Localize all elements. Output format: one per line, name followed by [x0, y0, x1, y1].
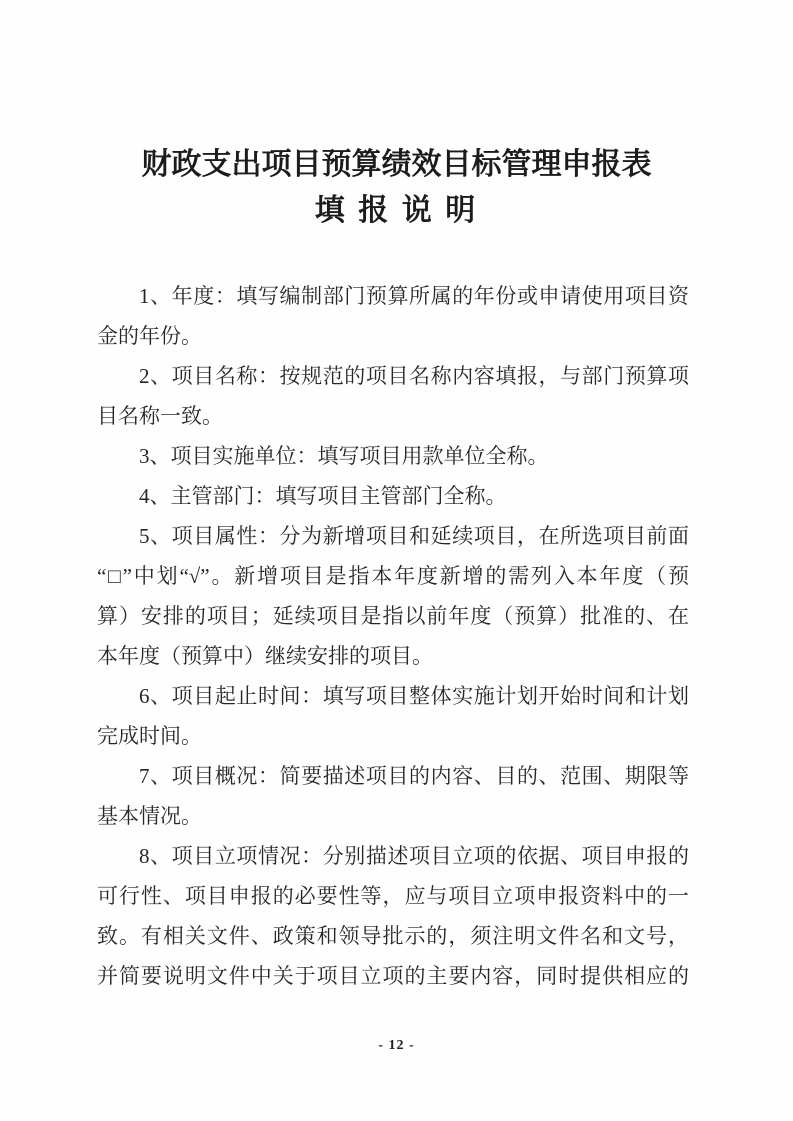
text-line: 本年度（预算中）继续安排的项目。	[97, 644, 433, 668]
text-line: 金的年份。	[97, 324, 202, 348]
paragraph	[97, 676, 689, 756]
paragraph	[97, 836, 689, 996]
paragraph	[97, 356, 689, 436]
paragraph	[97, 476, 689, 516]
paragraph	[97, 276, 689, 356]
text-line: 2、项目名称：按规范的项目名称内容填报，与部门预算项	[139, 364, 689, 388]
text-line: 7、项目概况：简要描述项目的内容、目的、范围、期限等	[139, 764, 689, 788]
text-line: 1、年度：填写编制部门预算所属的年份或申请使用项目资	[139, 284, 689, 308]
text-line: 目名称一致。	[97, 404, 223, 428]
text-line: 致。有相关文件、政策和领导批示的，须注明文件名和文号，	[97, 924, 689, 948]
text-line: 5、项目属性：分为新增项目和延续项目，在所选项目前面	[139, 524, 689, 548]
text-line: 基本情况。	[97, 804, 202, 828]
text-line: 完成时间。	[97, 724, 202, 748]
document-body	[97, 276, 689, 996]
paragraph	[97, 516, 689, 676]
document-title: 财政支出项目预算绩效目标管理申报表	[141, 148, 652, 181]
text-line: 8、项目立项情况：分别描述项目立项的依据、项目申报的	[139, 844, 689, 868]
document-title-block	[0, 142, 793, 234]
page-number: - 12 -	[378, 1038, 415, 1053]
text-line: “□”中划“√”。新增项目是指本年度新增的需列入本年度（预	[97, 564, 689, 588]
text-line: 6、项目起止时间：填写项目整体实施计划开始时间和计划	[139, 684, 689, 708]
document-subtitle: 填 报 说 明	[314, 194, 479, 227]
paragraph	[97, 756, 689, 836]
text-line: 算）安排的项目；延续项目是指以前年度（预算）批准的、在	[97, 604, 689, 628]
text-line: 可行性、项目申报的必要性等，应与项目立项申报资料中的一	[97, 884, 689, 908]
text-line: 3、项目实施单位：填写项目用款单位全称。	[139, 444, 549, 468]
paragraph	[97, 436, 689, 476]
text-line: 4、主管部门：填写项目主管部门全称。	[139, 484, 507, 508]
text-line: 并简要说明文件中关于项目立项的主要内容，同时提供相应的	[97, 964, 689, 988]
